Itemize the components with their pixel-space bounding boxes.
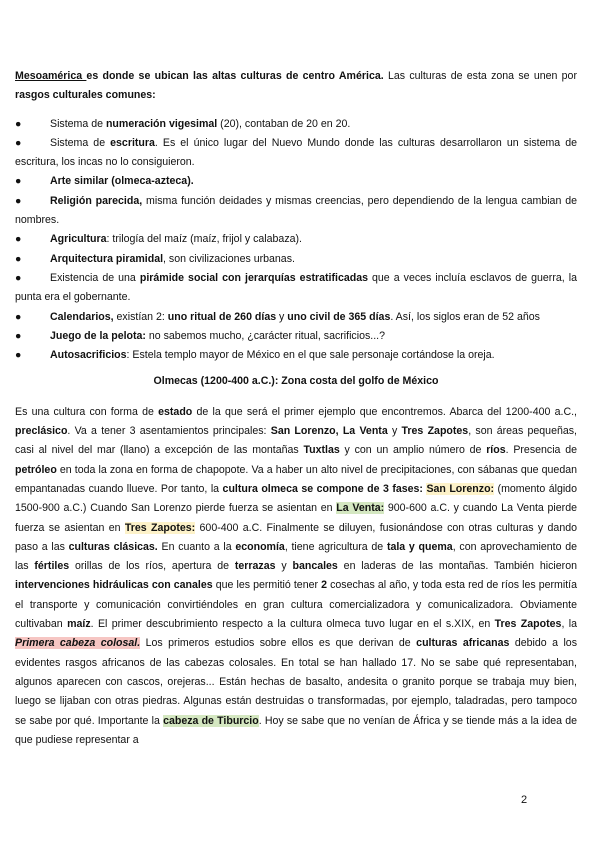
list-item bbox=[15, 308, 577, 327]
list-item-text: Autosacrificios: Estela templo mayor de México en el que sale personaje cortándose la oreja. bbox=[50, 349, 495, 362]
highlight-la-venta: La Venta: bbox=[336, 502, 385, 515]
list-item-text: Sistema de numeración vigesimal (20), contaban de 20 en 20. bbox=[50, 117, 351, 130]
page-content bbox=[15, 67, 577, 750]
list-item: ● Existencia de una pirámide social con jerarquías estratificadas que a veces incluía esclavos de guerra, la punta era el gobernante. bbox=[15, 269, 577, 308]
highlight-primera-cabeza: Primera cabeza colosal. bbox=[15, 637, 141, 650]
highlight-tres-zapotes: Tres Zapotes: bbox=[124, 521, 196, 534]
bullet-icon: ● bbox=[15, 329, 22, 342]
list-item bbox=[15, 172, 577, 191]
list-item: ● Sistema de escritura. Es el único lugar del Nuevo Mundo donde las culturas desarrollaron un sistema de escritura, los incas no lo consiguieron. bbox=[15, 134, 577, 173]
intro-text: Las culturas de esta zona se unen por bbox=[383, 70, 577, 82]
list-item-text: Agricultura: trilogía del maíz (maíz, frijol y calabaza). bbox=[50, 233, 302, 246]
intro-bold-text: es donde se ubican las altas culturas de centro América. bbox=[86, 70, 384, 82]
list-item-text: Juego de la pelota: no sabemos mucho, ¿carácter ritual, sacrificios...? bbox=[50, 329, 385, 342]
list-item bbox=[15, 115, 577, 134]
list-item-text: Arquitectura piramidal, son civilizaciones urbanas. bbox=[50, 252, 295, 265]
bullet-icon: ● bbox=[15, 194, 22, 207]
bullet-icon: ● bbox=[15, 310, 22, 323]
list-item-text: Calendarios, existían 2: uno ritual de 260 días y uno civil de 365 días. Así, los siglos eran de 52 años bbox=[50, 310, 540, 323]
bullet-icon: ● bbox=[15, 117, 22, 130]
list-item: ● Religión parecida, misma función deidades y mismas creencias, pero dependiendo de la lengua cambian de nombres. bbox=[15, 192, 577, 231]
bullet-icon: ● bbox=[15, 233, 22, 246]
intro-paragraph bbox=[15, 67, 577, 106]
page-number: 2 bbox=[521, 794, 528, 806]
intro-bold-end: rasgos culturales comunes: bbox=[15, 89, 156, 102]
highlight-cabeza-tiburcio: cabeza de Tiburcio bbox=[163, 714, 259, 727]
bullet-icon: ● bbox=[15, 252, 22, 265]
highlight-san-lorenzo: San Lorenzo: bbox=[426, 482, 495, 495]
section-heading: Olmecas (1200-400 a.C.): Zona costa del golfo de México bbox=[153, 375, 439, 388]
list-item bbox=[15, 346, 577, 365]
bullet-icon: ● bbox=[15, 175, 22, 188]
body-paragraph: Es una cultura con forma de estado de la que será el primer ejemplo que encontremos. Abarca del 1200-400 a.C., preclásico. Va a tener 3 asentamientos principales: San Lorenzo, La Venta y Tres Zapotes, son áreas pequeñas, casi al nivel del mar (llano) a excepción de las montañas Tuxtlas y con un amplio número de ríos. Presencia de petróleo en toda la zona en forma de chapopote. Va a haber un alto nivel de precipitaciones, con sábanas que quedan empantanadas cuando llueve. Por tanto, la cultura olmeca se compone de 3 fases: San Lorenzo: (momento álgido 1500-900 a.C.) Cuando San Lorenzo pierde fuerza se asientan en La Venta: 900-600 a.C. y cuando La Venta pierde fuerza se asientan en Tres Zapotes: 600-400 a.C. Finalmente se diluyen, fusionándose con otras culturas y dando paso a las culturas clásicas. En cuanto a la economía, tiene agricultura de tala y quema, con aprovechamiento de las fértiles orillas de los ríos, apertura de terrazas y bancales en laderas de las montañas. También hicieron intervenciones hidráulicas con canales que les permitió tener 2 cosechas al año, y toda esta red de ríos les permitía el transporte y comunicación convirtiéndoles en gran cultura comercializadora y comunicalizadora. Obviamente cultivaban maíz. El primer descubrimiento respecto a la cultura olmeca tuvo lugar en el s.XIX, en Tres Zapotes, la Primera cabeza colosal. Los primeros estudios sobre ellos es que derivan de culturas africanas debido a los evidentes rasgos africanos de las cabezas colosales. En total se han hallado 17. No se sabe qué representaban, algunos aparecen con cascos, orejeras... Están hechas de basalto, andesita o granito porque se trabaja muy bien, luego se lijaban con otras piedras. Algunas están destruidas o transformadas, por ejemplo, taladradas, pero tampoco se sabe por qué. Importante la cabeza de Tiburcio. Hoy se sabe que no venían de África y se tiende más a la idea de que pudiese representar a bbox=[15, 405, 578, 746]
bullet-icon: ● bbox=[15, 136, 22, 149]
list-item bbox=[15, 230, 577, 249]
bullet-icon: ● bbox=[15, 271, 22, 284]
list-item bbox=[15, 327, 577, 346]
bullet-icon: ● bbox=[15, 349, 22, 362]
list-item bbox=[15, 250, 577, 269]
list-item-text: Arte similar (olmeca-azteca). bbox=[50, 175, 194, 188]
intro-term: Mesoamérica bbox=[15, 70, 87, 82]
